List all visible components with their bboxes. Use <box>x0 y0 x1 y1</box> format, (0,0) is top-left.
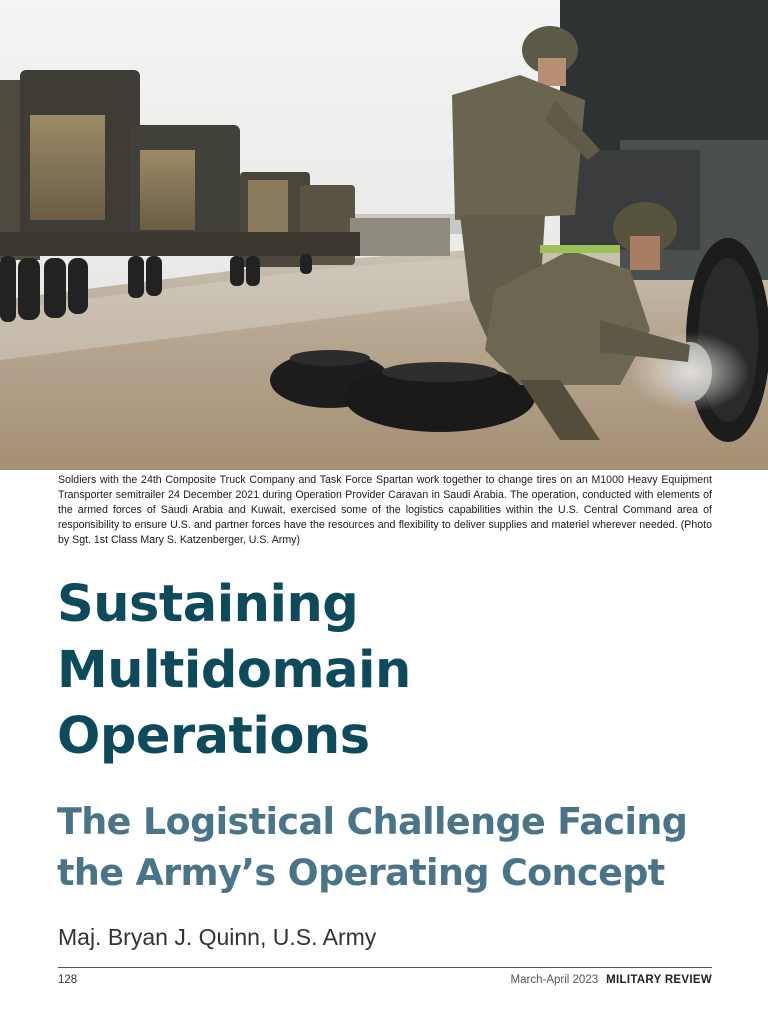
article-subtitle <box>57 796 747 898</box>
footer-divider <box>58 967 712 968</box>
title-line-2: Multidomain <box>57 641 411 700</box>
title-line-3: Operations <box>57 707 370 766</box>
title-line-1: Sustaining <box>57 575 359 634</box>
page-number: 128 <box>58 974 78 986</box>
cover-photo <box>0 0 768 470</box>
author-byline: Maj. Bryan J. Quinn, U.S. Army <box>58 924 377 950</box>
article-title <box>57 572 737 770</box>
publication-name: MILITARY REVIEW <box>606 974 712 986</box>
footer-issue <box>511 974 712 986</box>
issue-date: March-April 2023 <box>510 974 599 986</box>
subtitle-line-1: The Logistical Challenge Facing <box>57 800 688 843</box>
subtitle-line-2: the Army’s Operating Concept <box>57 851 665 894</box>
photo-caption: Soldiers with the 24th Composite Truck Company and Task Force Spartan work together to change tires on an M1000 Heavy Equipment Transporter semitrailer 24 December 2021 during Operation Provider Caravan in Saudi Arabia. The operation, conducted with elements of the armed forces of Saudi Arabia and Kuwait, exercised some of the logistics capabilities within the U.S. Central Command area of responsibility to ensure U.S. and partner forces have the resources and flexibility to deliver supplies and materiel wherever needed. (Photo by Sgt. 1st Class Mary S. Katzenberger, U.S. Army) <box>58 474 712 546</box>
